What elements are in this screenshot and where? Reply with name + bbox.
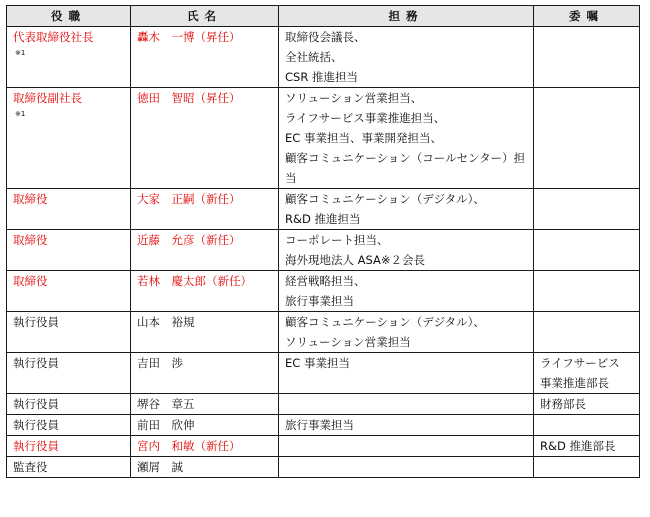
cell-role	[534, 353, 640, 394]
cell-name	[131, 230, 279, 271]
cell-title	[7, 189, 131, 230]
header-role: 委嘱	[534, 6, 640, 27]
cell-title	[7, 88, 131, 189]
officer-name: 宮内 和敏（新任）	[137, 439, 241, 453]
cell-role	[534, 88, 640, 189]
role-line: ライフサービス	[540, 356, 620, 370]
officer-title: 取締役副社長	[13, 91, 82, 105]
cell-name	[131, 457, 279, 478]
duty-line: 経営戦略担当、	[285, 274, 366, 288]
table-row	[7, 189, 640, 230]
table-row	[7, 394, 640, 415]
officer-title: 執行役員	[13, 315, 59, 329]
officer-title: 取締役	[13, 192, 48, 206]
header-duty: 担務	[279, 6, 534, 27]
cell-title	[7, 415, 131, 436]
officer-name: 轟木 一博（昇任）	[137, 30, 241, 44]
duty-line: 海外現地法人 ASA※２会長	[285, 253, 426, 267]
cell-title	[7, 436, 131, 457]
role-line: 財務部長	[540, 397, 586, 411]
duty-line: ライフサービス事業推進担当、	[285, 111, 446, 125]
officer-name: 瀬屑 誠	[137, 460, 183, 474]
cell-role	[534, 457, 640, 478]
officer-title: 取締役	[13, 233, 48, 247]
officer-title: 監査役	[13, 460, 48, 474]
duty-line: CSR 推進担当	[285, 70, 358, 84]
duty-line: 全社統括、	[285, 50, 343, 64]
cell-duty	[279, 88, 534, 189]
cell-name	[131, 415, 279, 436]
table-row	[7, 457, 640, 478]
cell-title	[7, 312, 131, 353]
officer-title: 代表取締役社長	[13, 30, 94, 44]
cell-title	[7, 394, 131, 415]
cell-name	[131, 27, 279, 88]
cell-role	[534, 312, 640, 353]
header-title: 役職	[7, 6, 131, 27]
cell-name	[131, 394, 279, 415]
cell-role	[534, 230, 640, 271]
cell-name	[131, 436, 279, 457]
cell-duty	[279, 457, 534, 478]
cell-duty	[279, 271, 534, 312]
cell-role	[534, 271, 640, 312]
header-name: 氏名	[131, 6, 279, 27]
cell-name	[131, 353, 279, 394]
officer-table	[6, 5, 640, 478]
cell-name	[131, 189, 279, 230]
cell-name	[131, 88, 279, 189]
table-row	[7, 353, 640, 394]
duty-line: コーポレート担当、	[285, 233, 389, 247]
table-row	[7, 415, 640, 436]
officer-title: 執行役員	[13, 418, 59, 432]
cell-duty	[279, 230, 534, 271]
duty-line: 顧客コミュニケーション（デジタル）、	[285, 192, 485, 206]
role-line: R&D 推進部長	[540, 439, 616, 453]
duty-line: 顧客コミュニケーション（デジタル）、	[285, 315, 485, 329]
cell-duty	[279, 353, 534, 394]
officer-title: 執行役員	[13, 439, 59, 453]
officer-title: 執行役員	[13, 397, 59, 411]
table-row	[7, 88, 640, 189]
cell-name	[131, 312, 279, 353]
cell-title	[7, 271, 131, 312]
cell-duty	[279, 312, 534, 353]
cell-title	[7, 353, 131, 394]
duty-line: EC 事業担当、事業開発担当、	[285, 131, 442, 145]
cell-role	[534, 394, 640, 415]
cell-role	[534, 189, 640, 230]
cell-title	[7, 457, 131, 478]
cell-title	[7, 230, 131, 271]
role-line: 事業推進部長	[540, 376, 609, 390]
officer-name: 近藤 允彦（新任）	[137, 233, 241, 247]
cell-title	[7, 27, 131, 88]
table-row	[7, 230, 640, 271]
officer-name: 前田 欣伸	[137, 418, 195, 432]
duty-line: ソリューション営業担当、	[285, 91, 423, 105]
duty-line: 取締役会議長、	[285, 30, 366, 44]
duty-line: EC 事業担当	[285, 356, 350, 370]
cell-duty	[279, 415, 534, 436]
officer-name: 徳田 智昭（昇任）	[137, 91, 241, 105]
cell-duty	[279, 27, 534, 88]
footnote-mark: ※1	[15, 49, 26, 57]
officer-title: 執行役員	[13, 356, 59, 370]
table-row	[7, 312, 640, 353]
officer-name: 若林 慶太郎（新任）	[137, 274, 252, 288]
officer-name: 堺谷 章五	[137, 397, 195, 411]
table-row	[7, 27, 640, 88]
table-row	[7, 436, 640, 457]
cell-name	[131, 271, 279, 312]
cell-role	[534, 27, 640, 88]
cell-duty	[279, 189, 534, 230]
officer-title: 取締役	[13, 274, 48, 288]
cell-duty	[279, 394, 534, 415]
cell-role	[534, 415, 640, 436]
duty-line: ソリューション営業担当	[285, 335, 411, 349]
duty-line: 旅行事業担当	[285, 418, 354, 432]
cell-duty	[279, 436, 534, 457]
footnote-mark: ※1	[15, 110, 26, 118]
table-row	[7, 271, 640, 312]
duty-line: 旅行事業担当	[285, 294, 354, 308]
duty-line: 顧客コミュニケーション（コールセンター）担当	[285, 151, 526, 185]
officer-table-body	[7, 27, 640, 478]
officer-name: 大家 正嗣（新任）	[137, 192, 241, 206]
cell-role	[534, 436, 640, 457]
duty-line: R&D 推進担当	[285, 212, 361, 226]
header-row	[7, 6, 640, 27]
officer-name: 山本 裕規	[137, 315, 195, 329]
officer-name: 吉田 渉	[137, 356, 183, 370]
